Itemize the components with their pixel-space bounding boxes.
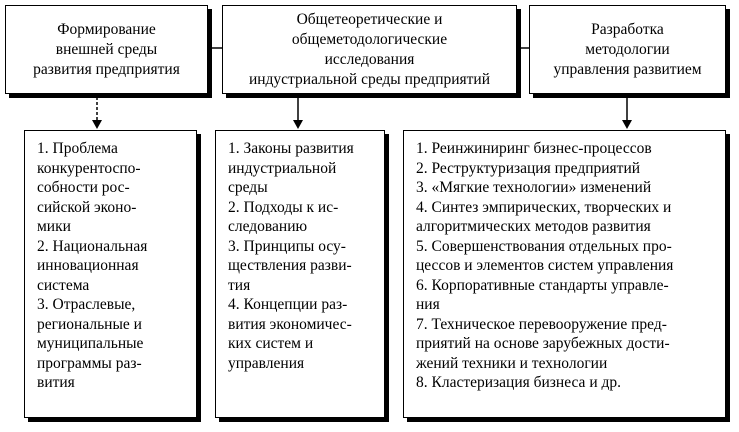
header-2-line-3: исследования [324,50,415,68]
header-3-line-3: управления развитием [553,60,702,78]
content-2-line-6: 3. Принципы осу- [228,237,346,255]
content-1-line-4: сийской эконо- [37,198,137,216]
content-2-line-5: следованию [228,218,308,235]
content-1-line-10: региональные и [37,315,142,333]
header-2-line-2: общеметодологические [291,30,448,48]
content-2-line-8: тия [228,276,251,294]
header-3-line-2: методологии [585,40,670,58]
header-1-line-1: Формирование [57,20,156,38]
content-3-line-7: цессов и элементов систем управления [416,257,674,274]
content-1-line-3: собности рос- [37,179,130,196]
content-3-line-9: ния [416,296,440,313]
content-3-line-6: 5. Совершенствования отдельных про- [416,237,672,255]
content-3-line-3: 3. «Мягкие технологии» изменений [416,179,652,196]
header-1-line-3: развития предприятия [33,60,180,78]
content-3-line-1: 1. Реинжиниринг бизнес-процессов [416,140,652,157]
header-box-2 [222,5,517,94]
content-3-line-5: алгоритмических методов развития [416,218,651,235]
content-box-3 [403,130,726,418]
header-2-line-4: индустриальной среды предприятий [248,70,491,88]
header-box-1 [5,5,208,94]
content-box-1 [24,130,197,418]
content-3-line-10: 7. Техническое перевооружение пред- [416,315,667,333]
content-3-line-11: приятий на основе зарубежных дости- [416,335,670,352]
content-1-line-7: инновационная [37,257,139,274]
content-3-line-8: 6. Корпоративные стандарты управле- [416,276,669,294]
content-2-line-1: 1. Законы развития [228,140,354,157]
content-1-line-2: конкурентоспо- [37,159,141,177]
header-1-line-2: внешней среды [55,40,158,58]
content-1-line-6: 2. Национальная [37,237,148,255]
content-1-line-11: муниципальные [37,335,144,352]
content-2-line-2: индустриальной [228,159,337,177]
arrow-2-icon [293,120,303,129]
header-box-3 [529,5,726,94]
content-1-line-1: 1. Проблема [37,140,118,157]
content-2-line-7: ществления разви- [228,257,352,274]
arrow-3-icon [622,120,632,129]
content-1-line-13: вития [37,374,75,391]
content-2-line-9: 4. Концепции раз- [228,296,348,313]
content-2-line-12: управления [228,354,305,372]
arrow-1-icon [92,120,102,129]
content-3-line-4: 4. Синтез эмпирических, творческих и [416,198,672,216]
content-1-line-8: система [37,276,90,294]
content-3-line-2: 2. Реструктуризация предприятий [416,159,641,177]
content-1-line-12: программы раз- [37,354,142,372]
content-2-line-3: среды [228,179,268,196]
header-3-line-1: Разработка [591,20,664,38]
content-2-line-11: ких систем и [228,335,314,352]
content-2-line-4: 2. Подходы к ис- [228,198,339,216]
content-1-line-9: 3. Отраслевые, [37,296,136,313]
content-3-line-12: жений техники и технологии [416,354,608,372]
content-1-line-5: мики [37,218,71,235]
content-2-line-10: вития экономичес- [228,315,352,333]
content-3-line-13: 8. Кластеризация бизнеса и др. [416,374,621,391]
content-box-2 [215,130,385,418]
header-2-line-1: Общетеоретические и [296,10,443,28]
